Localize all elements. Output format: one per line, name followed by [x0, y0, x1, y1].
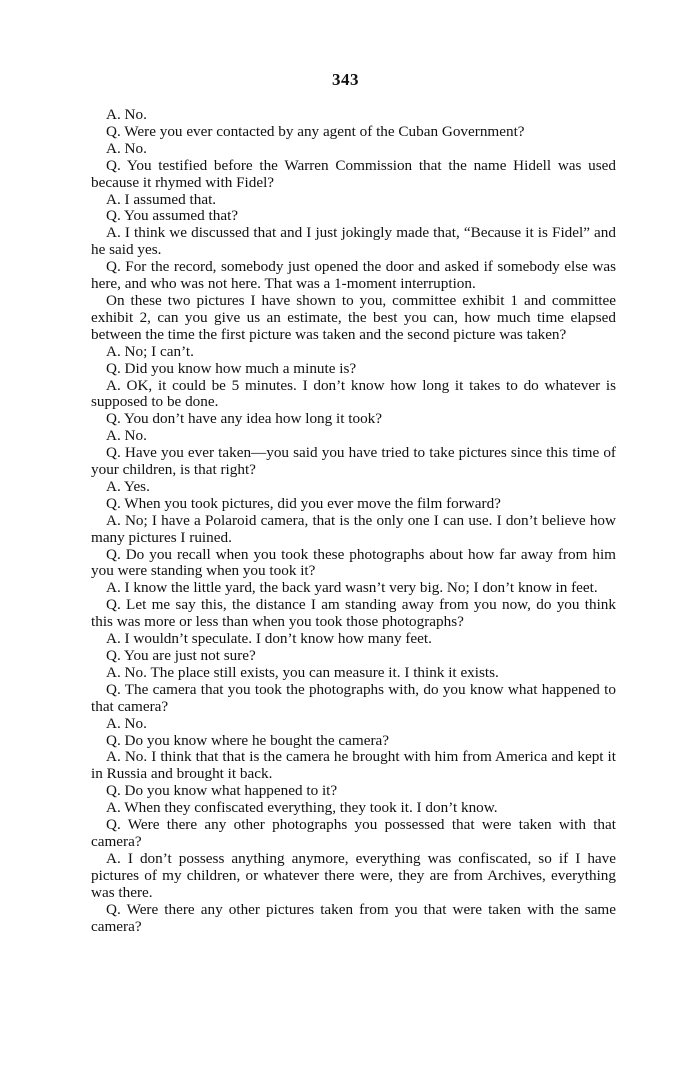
transcript-paragraph: A. I wouldn’t speculate. I don’t know how many feet. — [106, 630, 432, 648]
transcript-paragraph: A. No. The place still exists, you can measure it. I think it exists. — [106, 663, 499, 681]
transcript-paragraph: A. I know the little yard, the back yard wasn’t very big. No; I don’t know in feet. — [106, 579, 598, 597]
transcript-paragraph: A. No; I have a Polaroid camera, that is the only one I can use. I don’t believe how many pictures I ruined. — [91, 511, 616, 546]
transcript-paragraph: Q. You don’t have any idea how long it took? — [106, 410, 383, 428]
transcript-paragraph: A. No. — [106, 106, 147, 123]
transcript-paragraph: Q. For the record, somebody just opened the door and asked if somebody else was here, and who was not here. That was a 1-moment interruption. — [91, 258, 616, 293]
transcript-paragraph: Q. Were there any other pictures taken from you that were taken with the same camera? — [91, 900, 616, 935]
transcript-paragraph: On these two pictures I have shown to you, committee exhibit 1 and committee exhibit 2, can you give us an estimate, the best you can, how much time elapsed between the time the first picture was taken and the second picture was taken? — [91, 291, 616, 343]
transcript-paragraph: Q. You are just not sure? — [106, 647, 256, 664]
transcript-paragraph: Q. Were there any other photographs you possessed that were taken with that camera? — [91, 816, 616, 850]
transcript-paragraph: Q. Let me say this, the distance I am standing away from you now, do you think this was more or less than when you took those photographs? — [91, 596, 616, 631]
page-number: 343 — [332, 70, 359, 89]
transcript-paragraph: A. OK, it could be 5 minutes. I don’t know how long it takes to do whatever is supposed to be done. — [91, 376, 616, 411]
transcript-paragraph: Q. The camera that you took the photographs with, do you know what happened to that camera? — [91, 680, 616, 715]
transcript-paragraph: Q. Do you know what happened to it? — [106, 782, 338, 800]
transcript-body — [91, 107, 616, 935]
transcript-paragraph: Q. Do you recall when you took these photographs about how far away from him you were standing when you took it? — [91, 545, 616, 580]
transcript-paragraph: A. I assumed that. — [106, 190, 217, 208]
transcript-paragraph: A. I don’t possess anything anymore, everything was confiscated, so if I have pictures of my children, or whatever there were, they are from Archives, everything was there. — [91, 849, 616, 901]
transcript-paragraph: Q. You testified before the Warren Commission that the name Hidell was used because it rhymed with Fidel? — [91, 156, 616, 191]
transcript-paragraph: A. No. I think that that is the camera he brought with him from America and kept it in Russia and brought it back. — [91, 748, 616, 783]
transcript-paragraph: A. No. — [106, 139, 147, 157]
transcript-paragraph: A. No. — [106, 427, 147, 445]
transcript-paragraph: Q. You assumed that? — [106, 207, 239, 225]
transcript-paragraph: Q. When you took pictures, did you ever move the film forward? — [106, 494, 501, 512]
transcript-paragraph: A. When they confiscated everything, they took it. I don’t know. — [106, 799, 498, 817]
transcript-paragraph: Q. Were you ever contacted by any agent of the Cuban Government? — [106, 122, 525, 140]
transcript-paragraph: A. Yes. — [106, 477, 150, 495]
transcript-paragraph: A. No. — [106, 714, 147, 732]
transcript-paragraph: A. No; I can’t. — [106, 342, 194, 360]
transcript-paragraph: A. I think we discussed that and I just jokingly made that, “Because it is Fidel” and he said yes. — [91, 224, 616, 259]
transcript-paragraph: Q. Did you know how much a minute is? — [106, 359, 357, 377]
transcript-paragraph: Q. Have you ever taken—you said you have tried to take pictures since this time of your children, is that right? — [91, 444, 616, 479]
transcript-paragraph: Q. Do you know where he bought the camera? — [106, 731, 389, 749]
